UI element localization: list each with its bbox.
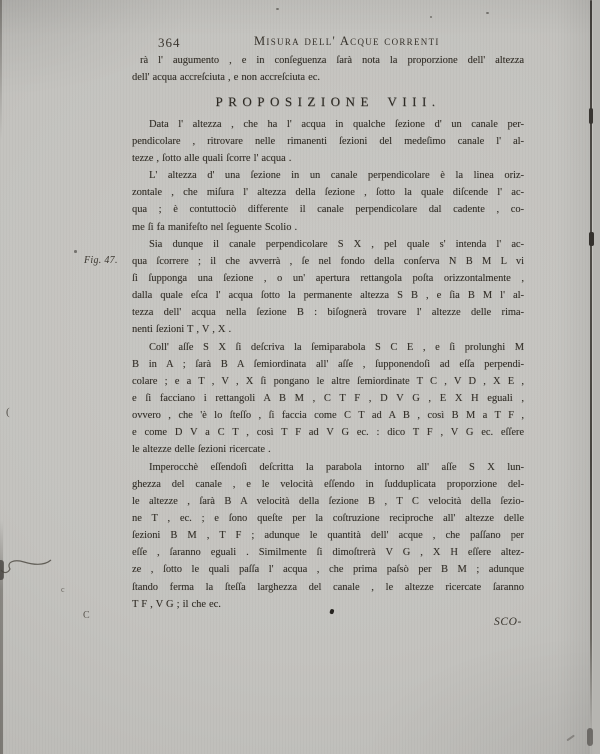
right-edge-knot: [587, 728, 593, 746]
right-edge-knot: [589, 232, 594, 246]
right-edge-knot: [589, 108, 593, 124]
page-number: 364: [158, 35, 181, 50]
text-line: Sia dunque il canale perpendicolare S X , pel quale s' intenda l' ac-: [149, 238, 524, 250]
text-line: tezza dell' acqua nella ſezione B : biſognerà trovare l' altezze delle rima-: [132, 307, 524, 319]
text-line: ſezioni B M , T F ; adunque le quantità dell' acque , che paſſano per: [132, 530, 524, 542]
text-line: tezze , ſotto alle quali ſcorre l' acqua .: [132, 153, 292, 165]
catchword: SCO-: [494, 616, 522, 628]
ink-scribble-mark: [0, 554, 54, 578]
section-heading: PROPOSIZIONE VIII.: [215, 93, 441, 109]
c-mark-icon: c: [61, 585, 65, 594]
text-line: le altezze , ſarà B A velocità della ſezione B , T C velocità della ſezio-: [132, 495, 524, 507]
text-line: qua ; è contuttociò differente il canale perpendicolare dal cadente , co-: [132, 204, 524, 216]
text-line: e come D V a C T , così T F ad V G ec. : dico T F , V G ec. eſſere: [132, 427, 524, 439]
paren-mark: (: [6, 406, 10, 418]
c-mark-icon: C: [83, 610, 90, 621]
text-line: dell' acqua accreſciuta , e non accreſciuta ec.: [132, 72, 320, 84]
right-edge-shade: [556, 0, 590, 754]
text-line: dalla quale eſca l' acqua ſotto la permanente altezza S B , e ſia B M l' al-: [132, 290, 524, 302]
ink-speck: [276, 8, 279, 10]
text-line: Coll' aſſe S X ſi deſcriva la ſemiparabola S C E , e ſi prolunghi M: [149, 341, 524, 353]
text-line: Imperocchè eſſendoſi deſcritta la parabola intorno all' aſſe S X lun-: [149, 461, 524, 473]
text-line: ze , ſotto le quali paſſa l' acqua , che prima paſsò per B M ; adunque: [132, 564, 524, 576]
running-header: Misura dell' Acque correnti: [254, 34, 440, 48]
text-line: me ſi fa manifeſto nel ſeguente Scolio .: [132, 221, 298, 233]
text-line: rà l' augumento , e in conſeguenza ſarà nota la proporzione dell' altezza: [140, 55, 524, 66]
text-line: ne T , ec. ; e ſono queſte per la coſtruzione reciproche all' altezze delle: [132, 513, 524, 525]
figure-margin-note: Fig. 47.: [84, 255, 118, 266]
text-line: L' altezza d' una ſezione in un canale perpendicolare è la linea oriz-: [149, 170, 524, 182]
text-line: zontale , che miſura l' altezza della ſezione , ſotto la quale diſcende l' ac-: [132, 187, 524, 199]
text-line: e ſi facciano i rettangoli A B M , C T F , D V G , E X H eguali ,: [132, 393, 524, 405]
text-line: B in A ; ſarà B A ſemiordinata all' aſſe , ſupponendoſi ad eſſa perpendi-: [132, 358, 524, 370]
text-line: qua ſcorrere ; il che avverrà , ſe nel fondo della conſerva N B M L vi: [132, 255, 524, 267]
text-line: ghezza del canale , e le velocità eſſendo in ſudduplicata proporzione del-: [132, 478, 524, 490]
text-line: nenti ſezioni T , V , X .: [132, 324, 232, 336]
text-line: Data l' altezza , che ha l' acqua in qualche ſezione d' un canale per-: [149, 118, 524, 130]
ink-speck: [430, 16, 432, 18]
right-page-edge: [593, 0, 600, 754]
ink-speck: [74, 250, 77, 253]
text-line: eſſe , ſaranno eguali . Similmente ſi dimoſtrerà V G , X H eſſere altez-: [132, 547, 524, 559]
text-line: T F , V G ; il che ec.: [132, 598, 221, 610]
text-line: le altezze delle ſezioni ricercate .: [132, 444, 271, 456]
text-line: ſtando ferma la ſteſſa larghezza del canale , le altezze ricercate ſaranno: [132, 581, 524, 593]
text-block: [132, 52, 524, 613]
separator-dot: [329, 609, 334, 614]
ink-speck: [486, 12, 489, 14]
text-line: ſi ſupponga una ſezione , o un' apertura rettangola poſta orizzontalmente ,: [132, 273, 524, 285]
text-line: colare ; e a T , V , X ſi pongano le altre ſemiordinate T C , V D , X E ,: [132, 375, 524, 387]
text-line: pendicolare , ritrovare nelle rimanenti ſezioni del medeſimo canale l' al-: [132, 135, 524, 147]
text-line: ovvero , che 'è lo ſteſſo , ſi faccia come C T ad A B , così B M a T F ,: [132, 410, 524, 422]
left-edge-shadow: [0, 0, 2, 140]
